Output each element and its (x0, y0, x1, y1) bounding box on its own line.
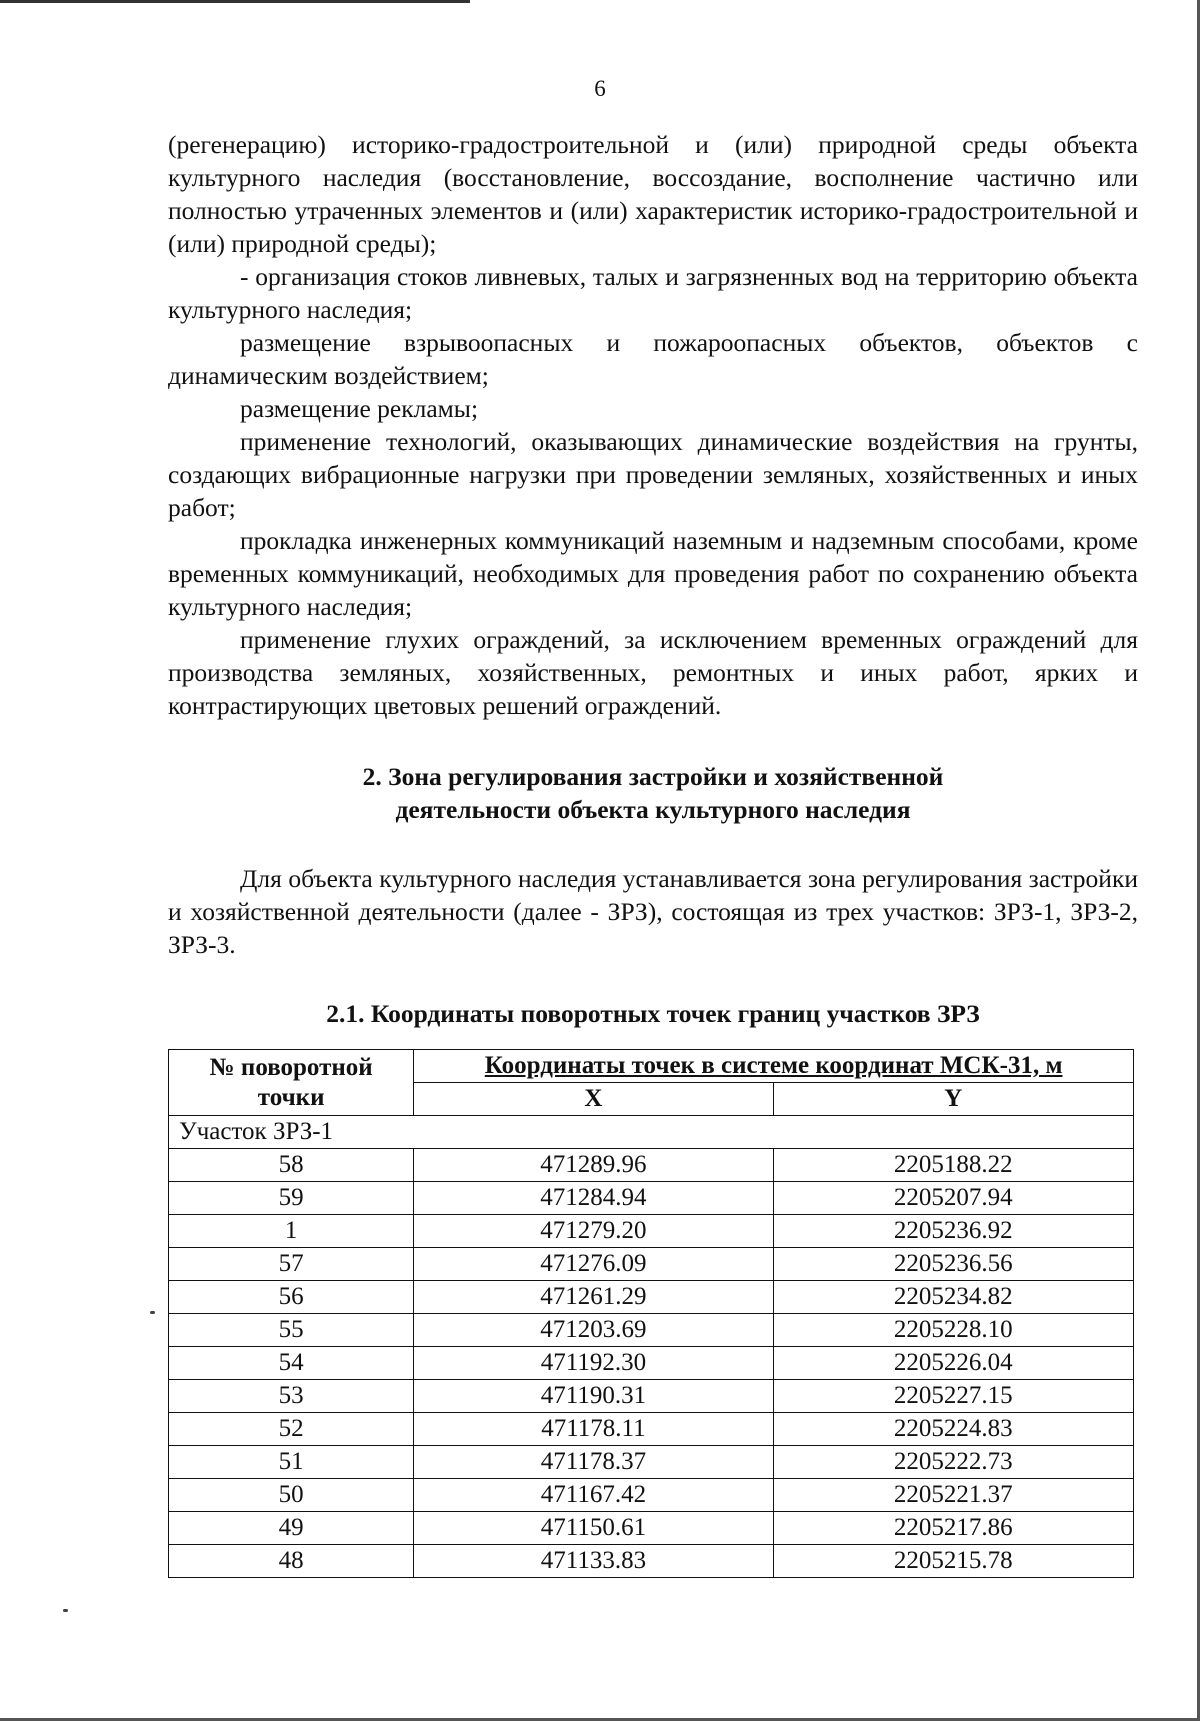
y-cell: 2205215.78 (773, 1545, 1133, 1578)
point-cell: 59 (169, 1182, 414, 1215)
point-cell: 57 (169, 1248, 414, 1281)
y-cell: 2205221.37 (773, 1479, 1133, 1512)
table-row (169, 1512, 1134, 1545)
paragraph: размещение взрывоопасных и пожароопасных объектов, объектов с динамическим воздействием; (168, 328, 1138, 390)
x-cell: 471190.31 (414, 1380, 773, 1413)
point-cell: 53 (169, 1380, 414, 1413)
scan-speck (150, 1311, 155, 1314)
table-row (169, 1281, 1134, 1314)
y-cell: 2205207.94 (773, 1182, 1133, 1215)
table-row (169, 1248, 1134, 1281)
x-cell: 471178.11 (414, 1413, 773, 1446)
section-title (168, 760, 1138, 826)
y-cell: 2205228.10 (773, 1314, 1133, 1347)
table-row (169, 1314, 1134, 1347)
document-body (168, 128, 1138, 1030)
section-title-line2: деятельности объекта культурного наследия (395, 795, 911, 824)
paragraph: применение глухих ограждений, за исключением временных ограждений для производства земляных, хозяйственных, ремонтных и иных работ, ярких и контрастирующих цветовых решений ограждений. (168, 625, 1138, 720)
scan-speck (63, 1609, 68, 1612)
point-cell: 50 (169, 1479, 414, 1512)
section-intro: Для объекта культурного наследия устанавливается зона регулирования застройки и хозяйственной деятельности (далее - ЗРЗ), состоящая из трех участков: ЗРЗ-1, ЗРЗ-2, ЗРЗ-3. (168, 864, 1138, 959)
y-cell: 2205226.04 (773, 1347, 1133, 1380)
y-cell: 2205234.82 (773, 1281, 1133, 1314)
x-cell: 471284.94 (414, 1182, 773, 1215)
y-cell: 2205222.73 (773, 1446, 1133, 1479)
table-row (169, 1446, 1134, 1479)
header-coordinates-label: Координаты точек в системе координат МСК-31, м (484, 1052, 1063, 1079)
y-cell: 2205224.83 (773, 1413, 1133, 1446)
table-row (169, 1413, 1134, 1446)
point-cell: 49 (169, 1512, 414, 1545)
point-cell: 58 (169, 1149, 414, 1182)
x-cell: 471203.69 (414, 1314, 773, 1347)
x-cell: 471192.30 (414, 1347, 773, 1380)
header-x: X (414, 1083, 773, 1116)
table-row (169, 1215, 1134, 1248)
table-section-row (169, 1116, 1134, 1149)
y-cell: 2205217.86 (773, 1512, 1133, 1545)
header-coordinates (414, 1050, 1134, 1083)
header-point-line1: № поворотной (209, 1053, 373, 1081)
paragraph: применение технологий, оказывающих динамические воздействия на грунты, создающих вибрационные нагрузки при проведении земляных, хозяйственных и иных работ; (168, 427, 1138, 522)
y-cell: 2205236.56 (773, 1248, 1133, 1281)
scan-edge-top (0, 0, 470, 3)
point-cell: 54 (169, 1347, 414, 1380)
table-header-row (169, 1050, 1134, 1083)
y-cell: 2205236.92 (773, 1215, 1133, 1248)
paragraph: размещение рекламы; (240, 394, 479, 423)
x-cell: 471178.37 (414, 1446, 773, 1479)
y-cell: 2205227.15 (773, 1380, 1133, 1413)
section-label: Участок ЗРЗ-1 (169, 1116, 1134, 1149)
x-cell: 471279.20 (414, 1215, 773, 1248)
header-y: Y (773, 1083, 1133, 1116)
table-row (169, 1545, 1134, 1578)
coordinates-table (168, 1049, 1134, 1578)
header-point-number (169, 1050, 414, 1116)
paragraph: (регенерацию) историко-градостроительной и (или) природной среды объекта культурного наследия (восстановление, воссоздание, восполнение частично или полностью утраченных элементов и (или) характеристик историко-градостроительной и (или) природной среды); (168, 130, 1138, 258)
paragraph: прокладка инженерных коммуникаций наземным и надземным способами, кроме временных коммуникаций, необходимых для проведения работ по сохранению объекта культурного наследия; (168, 526, 1138, 621)
section-title-line1: 2. Зона регулирования застройки и хозяйственной (362, 762, 944, 791)
page-number: 6 (594, 76, 606, 101)
y-cell: 2205188.22 (773, 1149, 1133, 1182)
point-cell: 48 (169, 1545, 414, 1578)
point-cell: 56 (169, 1281, 414, 1314)
point-cell: 51 (169, 1446, 414, 1479)
header-point-line2: точки (257, 1083, 325, 1111)
point-cell: 1 (169, 1215, 414, 1248)
paragraph: - организация стоков ливневых, талых и загрязненных вод на территорию объекта культурного наследия; (168, 262, 1138, 324)
x-cell: 471289.96 (414, 1149, 773, 1182)
table-row (169, 1182, 1134, 1215)
point-cell: 55 (169, 1314, 414, 1347)
x-cell: 471150.61 (414, 1512, 773, 1545)
table-row (169, 1347, 1134, 1380)
x-cell: 471167.42 (414, 1479, 773, 1512)
table-row (169, 1380, 1134, 1413)
point-cell: 52 (169, 1413, 414, 1446)
table-title: 2.1. Координаты поворотных точек границ участков ЗРЗ (326, 999, 980, 1028)
x-cell: 471276.09 (414, 1248, 773, 1281)
table-row (169, 1149, 1134, 1182)
table-row (169, 1479, 1134, 1512)
x-cell: 471261.29 (414, 1281, 773, 1314)
x-cell: 471133.83 (414, 1545, 773, 1578)
